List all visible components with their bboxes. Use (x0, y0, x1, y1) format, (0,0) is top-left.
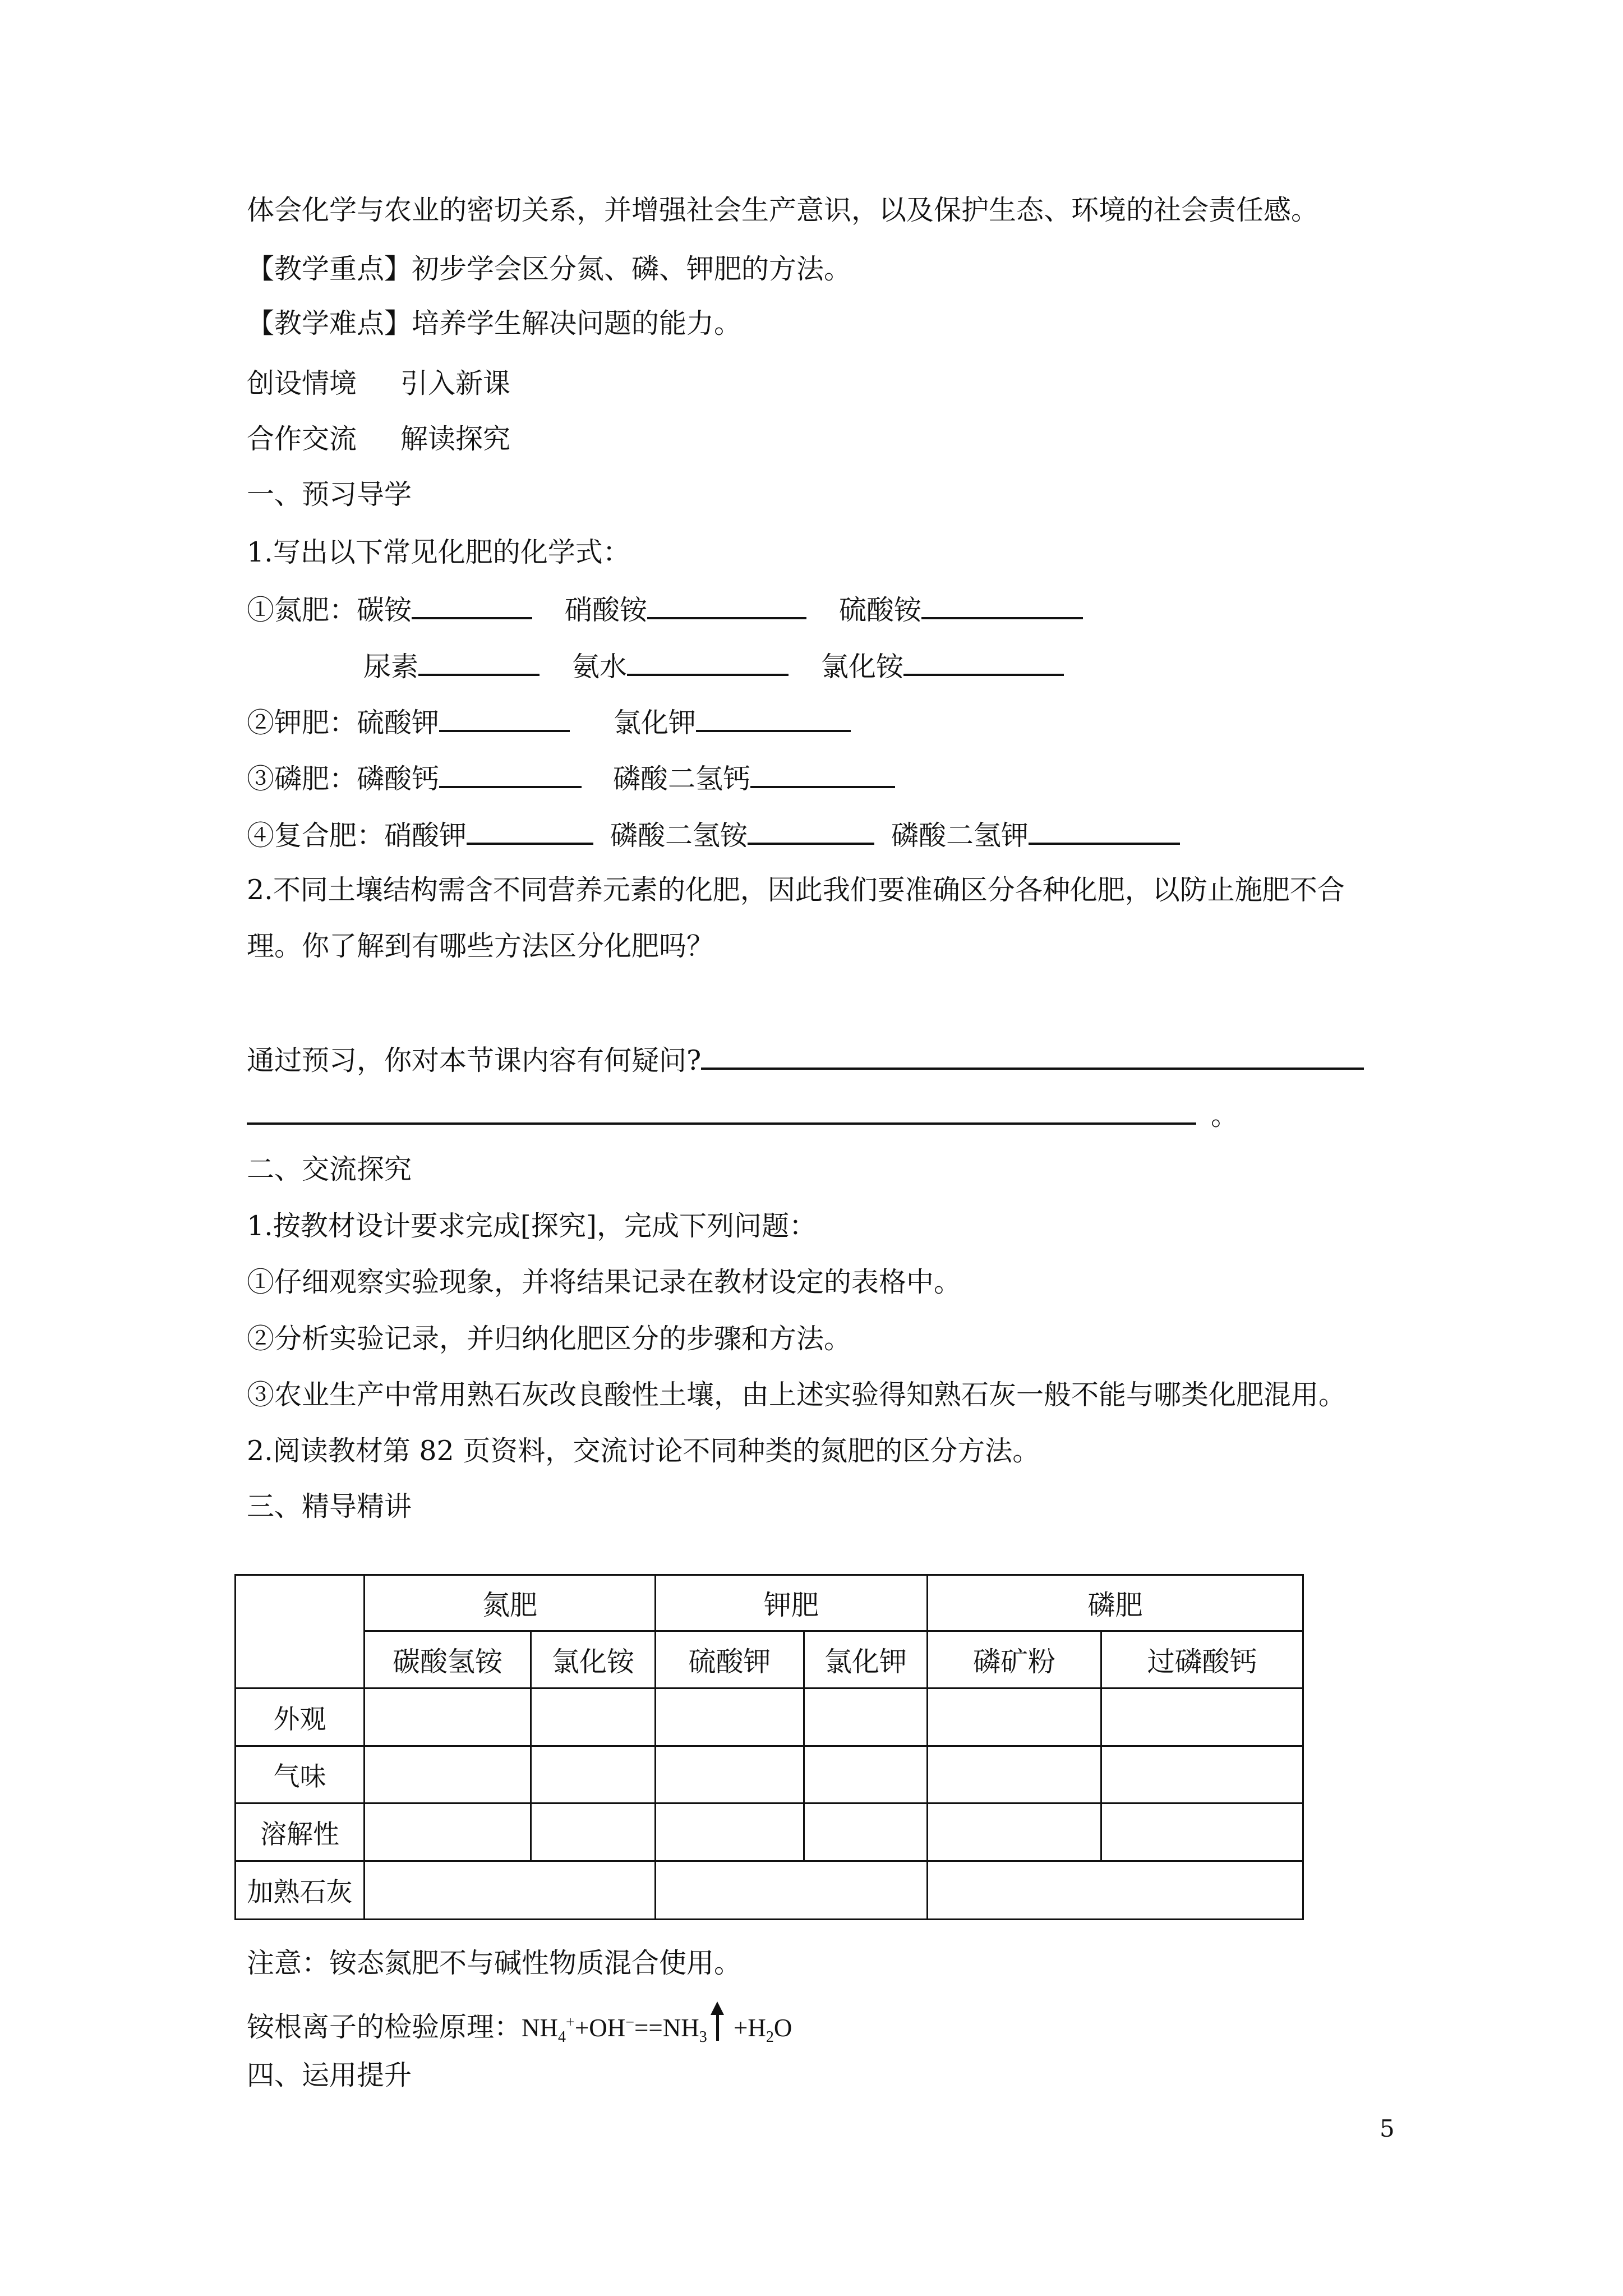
reaction-equation: $NH_4^++OH^-==NH_3$ $+H_2O$ (522, 2014, 792, 2042)
preview-question-text: 通过预习，你对本节课内容有何疑问? (247, 1045, 702, 1076)
item-liu-suan-an: 硫酸铵 (839, 594, 922, 626)
answer-blank[interactable] (418, 648, 540, 676)
item-lin-suan-er-qing-jia: 磷酸二氢钾 (891, 820, 1029, 852)
intro-line: 体会化学与农业的密切关系，并增强社会生产意识，以及保护生态、环境的社会责任感。 (247, 194, 1319, 226)
compound-label: ④复合肥： (247, 820, 385, 852)
key-point (247, 252, 851, 286)
corner-cell (236, 1575, 365, 1688)
table-cell[interactable] (531, 1803, 656, 1861)
section-2-item-3: ③农业生产中常用熟石灰改良酸性土壤，由上述实验得知熟石灰一般不能与哪类化肥混用。 (247, 1379, 1347, 1411)
table-cell[interactable] (656, 1861, 928, 1920)
answer-blank[interactable] (467, 817, 593, 845)
table-cell[interactable] (656, 1803, 804, 1861)
item-lv-hua-an: 氯化铵 (821, 651, 904, 683)
answer-blank[interactable] (696, 704, 851, 732)
section-4-heading: 四、运用提升 (247, 2059, 412, 2091)
key-point-text: 初步学会区分氮、磷、钾肥的方法。 (412, 253, 852, 285)
phosphorus-label: ③磷肥： (247, 763, 357, 795)
table-cell[interactable] (928, 1746, 1101, 1803)
fertilizer-table (234, 1574, 1304, 1920)
answer-blank[interactable] (748, 817, 874, 845)
answer-blank[interactable] (750, 760, 895, 788)
item-lin-suan-gai: 磷酸钙 (357, 763, 440, 795)
answer-blank[interactable] (412, 591, 532, 619)
phase-2-b: 解读探究 (400, 423, 511, 455)
table-cell[interactable] (656, 1688, 804, 1746)
table-subheader-row (236, 1631, 1303, 1688)
row-label: 加熟石灰 (236, 1861, 365, 1920)
table-cell[interactable] (365, 1688, 531, 1746)
group-nitrogen: 氮肥 (365, 1575, 656, 1631)
table-cell[interactable] (804, 1803, 928, 1861)
nitrogen-row-2 (363, 648, 1064, 684)
table-cell[interactable] (656, 1746, 804, 1803)
phase-1-a: 创设情境 (247, 367, 357, 399)
section-2-question-1: 1.按教材设计要求完成[探究]，完成下列问题： (247, 1210, 817, 1242)
key-point-label: 【教学重点】 (247, 253, 412, 285)
subhead-cell: 磷矿粉 (928, 1631, 1101, 1688)
phase-heading-1 (247, 367, 510, 401)
answer-blank[interactable] (921, 591, 1083, 619)
question-2-line-1: 2.不同土壤结构需含不同营养元素的化肥，因此我们要准确区分各种化肥，以防止施肥不合 (247, 874, 1345, 906)
item-lin-suan-er-qing-gai: 磷酸二氢钙 (613, 763, 751, 795)
item-xiao-suan-jia: 硝酸钾 (384, 820, 467, 852)
section-2-question-2: 2.阅读教材第 82 页资料，交流讨论不同种类的氮肥的区分方法。 (247, 1435, 1040, 1467)
answer-blank[interactable] (647, 591, 806, 619)
difficult-point-text: 培养学生解决问题的能力。 (412, 307, 742, 339)
ion-test-line (247, 2001, 792, 2054)
item-lin-suan-er-qing-an: 磷酸二氢铵 (610, 820, 748, 852)
table-cell[interactable] (928, 1861, 1303, 1920)
preview-answer-line (247, 1097, 1238, 1133)
note-line: 注意：铵态氮肥不与碱性物质混合使用。 (247, 1947, 742, 1979)
item-tan-an: 碳铵 (357, 594, 412, 626)
table-cell[interactable] (804, 1688, 928, 1746)
potassium-row (247, 704, 851, 740)
difficult-point-label: 【教学难点】 (247, 307, 412, 339)
table-cell[interactable] (928, 1803, 1101, 1861)
answer-blank[interactable] (701, 1042, 1364, 1070)
subhead-cell: 硫酸钾 (656, 1631, 804, 1688)
subhead-cell: 过磷酸钙 (1101, 1631, 1303, 1688)
row-label: 溶解性 (236, 1803, 365, 1861)
table-row (236, 1803, 1303, 1861)
section-2-item-1: ①仔细观察实验现象，并将结果记录在教材设定的表格中。 (247, 1266, 962, 1298)
item-lv-hua-jia: 氯化钾 (614, 707, 697, 739)
page-number: 5 (1380, 2115, 1395, 2142)
subhead-cell: 氯化铵 (531, 1631, 656, 1688)
ion-test-label: 铵根离子的检验原理： (247, 2011, 522, 2043)
table-cell[interactable] (1101, 1803, 1303, 1861)
answer-blank[interactable] (903, 648, 1064, 676)
table-cell[interactable] (531, 1746, 656, 1803)
table-row (236, 1861, 1303, 1920)
phosphorus-row (247, 760, 895, 796)
table-cell[interactable] (365, 1803, 531, 1861)
item-xiao-suan-an: 硝酸铵 (565, 594, 648, 626)
nitrogen-row-1 (247, 591, 1083, 627)
section-1-heading: 一、预习导学 (247, 478, 412, 510)
table-cell[interactable] (804, 1746, 928, 1803)
group-potassium: 钾肥 (656, 1575, 928, 1631)
section-2-heading: 二、交流探究 (247, 1153, 412, 1185)
table-cell[interactable] (531, 1688, 656, 1746)
table-header-row (236, 1575, 1303, 1631)
table-cell[interactable] (365, 1861, 656, 1920)
subhead-cell: 碳酸氢铵 (365, 1631, 531, 1688)
table-cell[interactable] (1101, 1688, 1303, 1746)
row-label: 气味 (236, 1746, 365, 1803)
compound-row (247, 817, 1180, 853)
table-row (236, 1688, 1303, 1746)
period-mark: 。 (1211, 1099, 1239, 1131)
item-an-shui: 氨水 (572, 651, 628, 683)
answer-blank[interactable] (1029, 817, 1180, 845)
phase-1-b: 引入新课 (400, 367, 511, 399)
answer-blank[interactable] (627, 648, 789, 676)
answer-blank[interactable] (247, 1097, 1196, 1125)
table-cell[interactable] (1101, 1746, 1303, 1803)
question-1: 1.写出以下常见化肥的化学式： (247, 536, 630, 568)
row-label: 外观 (236, 1688, 365, 1746)
question-2-line-2: 理。你了解到有哪些方法区分化肥吗？ (247, 930, 714, 962)
table-cell[interactable] (928, 1688, 1101, 1746)
nitrogen-label: ①氮肥： (247, 594, 357, 626)
preview-question (247, 1042, 1364, 1078)
section-3-heading: 三、精导精讲 (247, 1490, 412, 1522)
table-cell[interactable] (365, 1746, 531, 1803)
answer-blank[interactable] (439, 760, 582, 788)
phase-heading-2 (247, 422, 510, 456)
difficult-point (247, 307, 741, 341)
potassium-label: ②钾肥： (247, 707, 357, 739)
table-row (236, 1746, 1303, 1803)
phase-2-a: 合作交流 (247, 423, 357, 455)
group-phosphorus: 磷肥 (928, 1575, 1303, 1631)
subhead-cell: 氯化钾 (804, 1631, 928, 1688)
section-2-item-2: ②分析实验记录，并归纳化肥区分的步骤和方法。 (247, 1323, 852, 1355)
item-niao-su: 尿素 (363, 651, 419, 683)
answer-blank[interactable] (439, 704, 570, 732)
item-liu-suan-jia: 硫酸钾 (357, 707, 440, 739)
gas-up-arrow-icon (711, 2001, 724, 2041)
